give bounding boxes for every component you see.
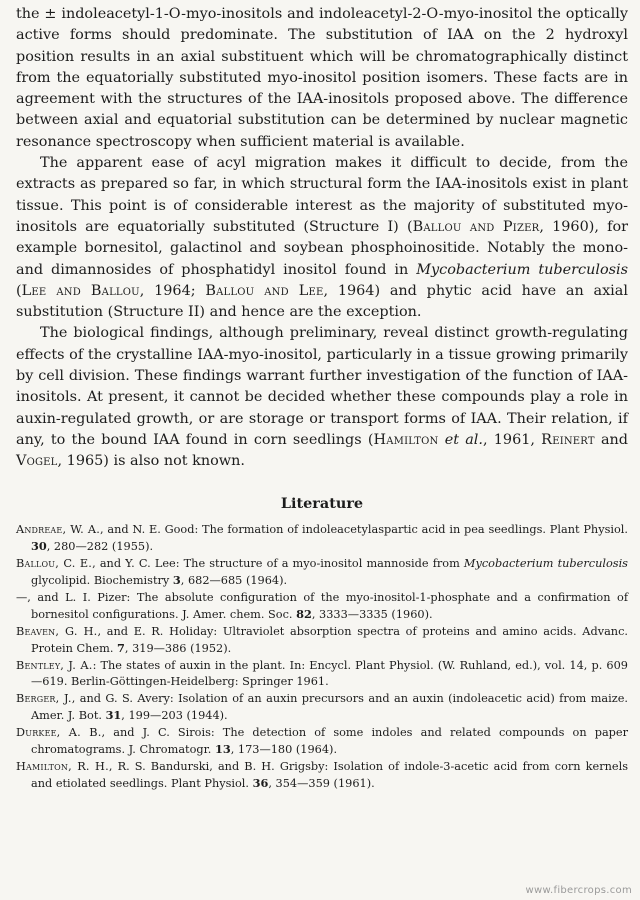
ref-authors: Hamilton, R. H. [16,759,109,773]
p3-text-a: The biological findings, although preliminary, reveal distinct growth-regulating effects of the crystalline IAA-myo-inositol, particularly in a tissue growing primarily by cell division. These findings warrant further investigation of the function of IAA-inositols. At present, it cannot be decided whether these compounds play a role in auxin-regulated growth, or are storage or transport forms of IAA. Their relation, if any, to the bound IAA found in corn seedlings ( [16,325,628,448]
ref-volume: 30 [31,539,47,554]
reference-item [16,556,628,590]
ref-authors: Ballou, C. E. [16,556,93,570]
reference-item [16,725,628,759]
ref-authors: Durkee, A. B. [16,725,102,739]
ref-volume: 13 [214,742,231,757]
organism-name: Mycobacterium tuberculosis [416,261,628,278]
ref-pages: , 173—180 (1964). [230,743,338,757]
ref-text: , and G. S. Avery: Isolation of an auxin precursors and an auxin (indoleacetic acid) from maize. Amer. J. Bot. [31,691,628,723]
ref-authors: Beaven, G. H. [16,624,98,638]
ref-text: , and L. I. Pizer: The absolute configuration of the myo-inositol-1-phosphate and a confirmation of bornesitol configurations. J. Amer. chem. Soc. [27,590,628,622]
citation-vogel: Vogel [16,453,58,470]
reference-item [16,759,628,793]
ref-pages: , 682—685 (1964). [180,574,288,588]
ref-pages: , 3333—3335 (1960). [311,608,433,622]
reference-item [16,624,628,658]
ref-volume: 31 [105,708,122,723]
page-content [16,4,628,793]
ref-pages: , 319—386 (1952). [124,642,232,656]
ref-journal: glycolipid. Biochemistry [31,574,173,588]
paragraph-1-text: the ± indoleacetyl-1-O-myo-inositols and indoleacetyl-2-O-myo-inositol the optically active forms should predominate. The substitution of IAA on the 2 hydroxyl position results in an axial substituent which will be chromatographically distinct from the equatorially substituted myo-inositol position isomers. These facts are in agreement with the structures of the IAA-inositols proposed above. The difference between axial and equatorial substitution can be determined by nuclear magnetic resonance spectroscopy when sufficient material is available. [16,6,628,150]
ref-volume: 3 [172,573,181,588]
p3-text-d: , 1965) is also not known. [57,453,245,470]
paragraph-2 [16,153,628,323]
ref-pages: , 280—282 (1955). [46,540,154,554]
paragraph-1 [16,4,628,153]
ref-pages: , 354—359 (1961). [268,777,375,791]
ref-volume: 82 [296,607,312,622]
reference-item [16,658,628,691]
ref-text: , and E. R. Holiday: Ultraviolet absorption spectra of proteins and amino acids. Advanc. Protein Chem. [31,624,628,656]
p2-text-d: , 1964; [139,282,206,299]
reference-item [16,522,628,556]
ref-authors: Bentley, J. A. [16,658,93,672]
paragraph-3 [16,323,628,472]
citation-reinert: Reinert [541,431,595,448]
ref-pages: , 199—203 (1944). [121,709,228,723]
p2-text-b: , 1960), for example bornesitol, galactinol and soybean phosphoinositide. Notably the mono- and dimannosides of phosphatidyl inositol found in [16,218,628,278]
ref-text: , R. S. Bandurski, and B. H. Grigsby: Isolation of indole-3-acetic acid from corn kernels and etiolated seedlings. Plant Physiol. [31,759,628,791]
ref-text: : The states of auxin in the plant. In: Encycl. Plant Physiol. (W. Ruhland, ed.), vol. 14, p. 609—619. Berlin-Göttingen-Heidelberg: Springer 1961. [31,658,628,689]
ref-authors: — [16,590,28,604]
ref-authors: Andreae, W. A. [16,522,101,536]
citation-lee-ballou: Lee and Ballou [21,282,140,299]
ref-authors: Berger, J. [16,691,72,705]
ref-volume: 36 [252,776,269,791]
p3-text-b: , 1961, [482,431,542,448]
citation-ballou-lee: Ballou and Lee [205,282,324,299]
ref-text: , and Y. C. Lee: The structure of a myo-inositol mannoside from [92,556,464,570]
p2-text-c: ( [16,282,22,299]
citation-et-al: et al. [444,431,483,448]
reference-list [16,522,628,793]
p2-text-a: The apparent ease of acyl migration makes it difficult to decide, from the extracts as prepared so far, in which structural form the IAA-inositols exist in plant tissue. This point is of considerable interest as the majority of substituted myo-inositols are equatorially substituted (Structure I) ( [16,155,628,235]
ref-volume: 7 [117,641,125,656]
ref-organism: Mycobacterium tuberculosis [463,556,628,570]
citation-ballou-pizer: Ballou and Pizer [412,218,540,235]
p3-text-c: and [594,431,629,448]
watermark: www.fibercrops.com [525,885,632,896]
ref-text: , and N. E. Good: The formation of indoleacetylaspartic acid in pea seedlings. Plant Physiol. [100,522,628,536]
p2-text-e: , 1964) and phytic acid have an axial substitution (Structure II) and hence are the exception. [16,282,628,321]
literature-heading: Literature [280,494,364,512]
reference-item [16,691,628,725]
reference-item [16,590,628,624]
ref-text: , and J. C. Sirois: The detection of some indoles and related compounds on paper chromatograms. J. Chromatogr. [31,725,628,757]
citation-hamilton: Hamilton [373,431,439,448]
